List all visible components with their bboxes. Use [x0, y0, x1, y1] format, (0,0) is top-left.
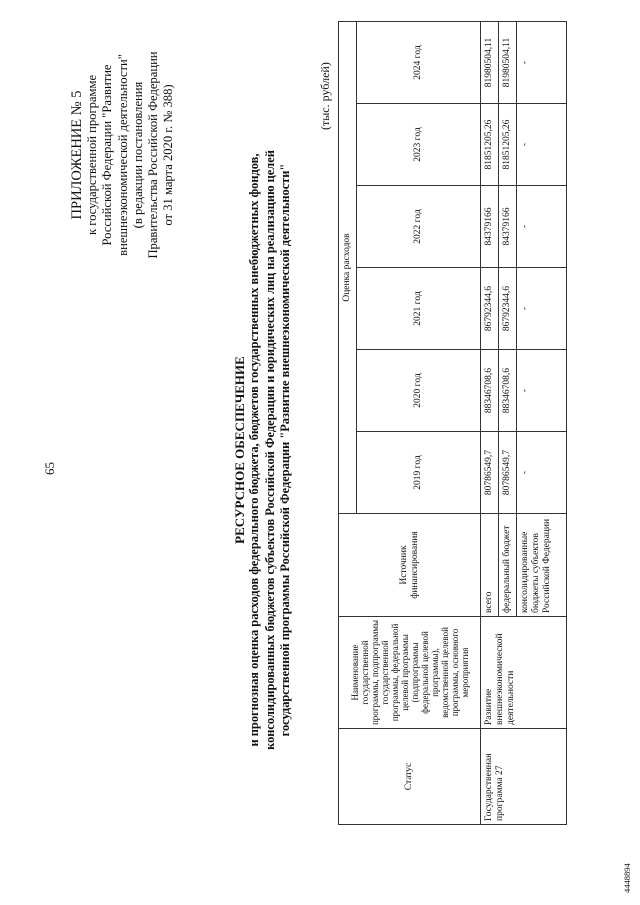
value-cell: 86792344,6 — [481, 268, 499, 350]
program-name-cell: Развитие внешнеэкономической деятельности — [481, 617, 567, 729]
year-header: 2020 год — [357, 350, 481, 432]
year-header: 2024 год — [357, 22, 481, 104]
value-cell: - — [517, 22, 567, 104]
appendix-title: ПРИЛОЖЕНИЕ № 5 — [69, 90, 85, 220]
heading-line: консолидированных бюджетов субъектов Российской Федерации и юридических лиц на реализацию целей — [262, 150, 277, 750]
name-header: Наименование государственной программы, подпрограммы государственной программы, федеральной целевой программы (подпрограммы федеральной целевой программы), ведомственной целевой программы, основного мероприятия — [339, 617, 481, 729]
document-heading — [232, 65, 294, 835]
estimate-header: Оценка расходов — [339, 22, 357, 514]
appendix-line: внешнеэкономической деятельности" — [115, 54, 130, 256]
year-header: 2019 год — [357, 432, 481, 514]
page-number: 65 — [42, 462, 57, 475]
status-cell: Государственная программа 27 — [481, 729, 567, 825]
value-cell: - — [517, 268, 567, 350]
heading-title: РЕСУРСНОЕ ОБЕСПЕЧЕНИЕ — [232, 356, 247, 544]
year-header: 2021 год — [357, 268, 481, 350]
appendix-line: (в редакции постановления — [130, 81, 145, 229]
source-cell: федеральный бюджет — [499, 514, 517, 617]
value-cell: 81851205,26 — [481, 104, 499, 186]
unit-label: (тыс. рублей) — [318, 62, 332, 130]
appendix-line: Правительства Российской Федерации — [146, 51, 161, 259]
year-header: 2022 год — [357, 186, 481, 268]
value-cell: 84379166 — [481, 186, 499, 268]
value-cell: - — [517, 186, 567, 268]
appendix-block — [70, 15, 176, 295]
value-cell: 86792344,6 — [499, 268, 517, 350]
value-cell: - — [517, 350, 567, 432]
value-cell: 84379166 — [499, 186, 517, 268]
year-header: 2023 год — [357, 104, 481, 186]
value-cell: 88346708,6 — [481, 350, 499, 432]
value-cell: 81980504,11 — [481, 22, 499, 104]
value-cell: 81980504,11 — [499, 22, 517, 104]
table-row — [481, 22, 499, 825]
status-header: Статус — [339, 729, 481, 825]
value-cell: 81851205,26 — [499, 104, 517, 186]
heading-line: государственной программы Российской Федерации "Развитие внешнеэкономической деятельности" — [278, 163, 293, 737]
document-id: 4448894 — [622, 863, 632, 893]
value-cell: - — [517, 432, 567, 514]
value-cell: 80786549,7 — [481, 432, 499, 514]
appendix-line: от 31 марта 2020 г. № 388) — [161, 84, 176, 226]
heading-line: и прогнозная оценка расходов федерального бюджета, бюджетов государственных внебюджетных фондов, — [247, 153, 262, 747]
value-cell: 88346708,6 — [499, 350, 517, 432]
value-cell: 80786549,7 — [499, 432, 517, 514]
header-row-1 — [339, 22, 357, 825]
source-cell: консолидированные бюджеты субъектов Российской Федерации — [517, 514, 567, 617]
resource-table — [338, 21, 567, 825]
appendix-line: Российской Федерации "Развитие — [100, 64, 115, 246]
source-header: Источник финансирования — [339, 514, 481, 617]
appendix-line: к государственной программе — [85, 74, 100, 236]
value-cell: - — [517, 104, 567, 186]
source-cell: всего — [481, 514, 499, 617]
